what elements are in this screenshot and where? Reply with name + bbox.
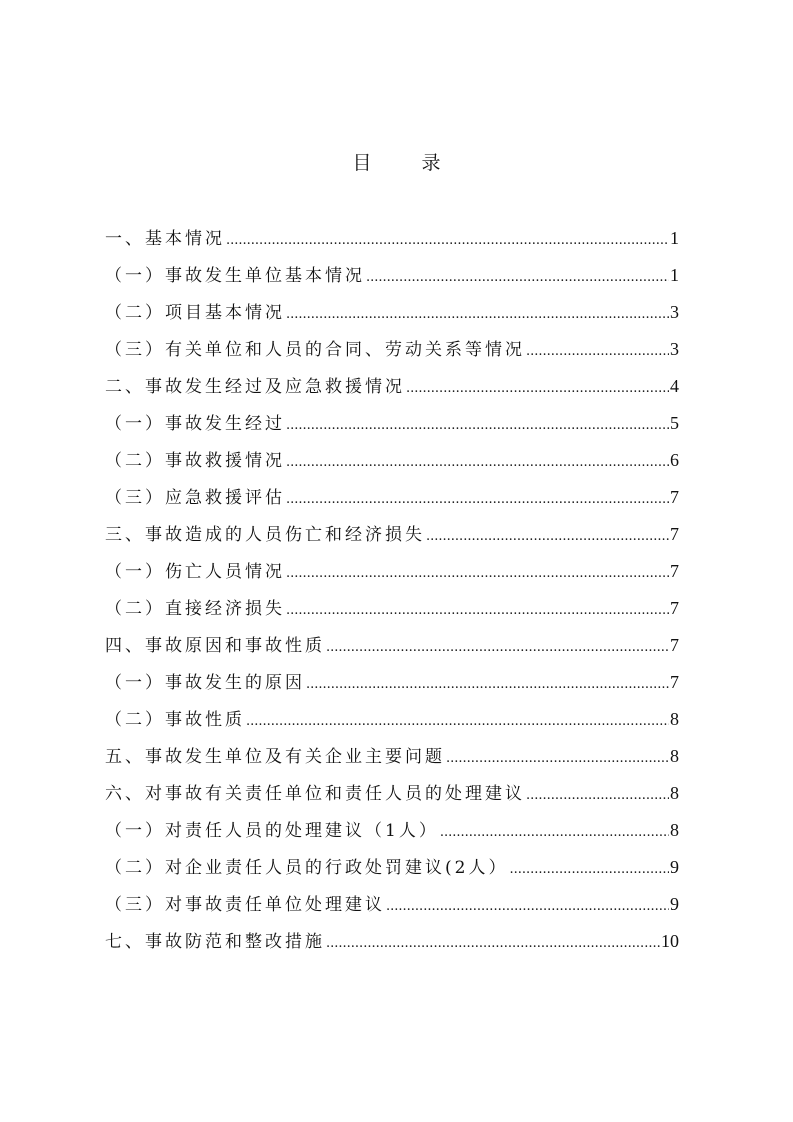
toc-entry[interactable]	[105, 485, 679, 522]
toc-entry-title: （一）伤亡人员情况	[105, 562, 285, 582]
toc-leader-dots	[286, 562, 669, 586]
toc-leader-dots	[509, 858, 669, 882]
toc-entry-title: （一）对责任人员的处理建议（1人）	[105, 821, 439, 841]
toc-entry[interactable]	[105, 596, 679, 633]
toc-entry-title: （三）有关单位和人员的合同、劳动关系等情况	[105, 340, 525, 360]
toc-entry-page-number: 5	[670, 413, 679, 433]
toc-entry[interactable]	[105, 411, 679, 448]
toc-entry[interactable]	[105, 300, 679, 337]
toc-entry-title: 一、基本情况	[105, 229, 225, 249]
toc-entry-page-number: 9	[670, 857, 679, 877]
toc-leader-dots	[286, 599, 669, 623]
toc-entry-page-number: 1	[670, 265, 679, 285]
toc-entry-title: （二）对企业责任人员的行政处罚建议(2人）	[105, 858, 509, 878]
toc-leader-dots	[226, 229, 669, 253]
toc-leader-dots	[286, 488, 669, 512]
toc-entry-title: （一）事故发生的原因	[105, 673, 305, 693]
toc-entry-page-number: 8	[670, 746, 679, 766]
toc-entry-page-number: 8	[670, 783, 679, 803]
toc-entry-page-number: 9	[670, 894, 679, 914]
toc-entry[interactable]	[105, 855, 679, 892]
toc-leader-dots	[366, 266, 669, 290]
toc-entry[interactable]	[105, 744, 679, 781]
toc-leader-dots	[426, 525, 669, 549]
toc-entry-page-number: 7	[670, 487, 679, 507]
toc-entry[interactable]	[105, 226, 679, 263]
toc-leader-dots	[286, 414, 669, 438]
toc-entry-page-number: 8	[670, 709, 679, 729]
toc-entry-title: （一）事故发生单位基本情况	[105, 266, 365, 286]
toc-entry-title: （二）直接经济损失	[105, 599, 285, 619]
toc-leader-dots	[526, 340, 669, 364]
toc-entry-title: 七、事故防范和整改措施	[105, 932, 325, 952]
toc-leader-dots	[326, 636, 669, 660]
toc-leader-dots	[286, 451, 669, 475]
toc-entry-page-number: 7	[670, 672, 679, 692]
toc-entry[interactable]	[105, 448, 679, 485]
toc-leader-dots	[306, 673, 669, 697]
toc-entry-page-number: 10	[661, 931, 679, 951]
toc-entry-page-number: 3	[670, 339, 679, 359]
toc-leader-dots	[246, 710, 669, 734]
toc-entry-title: 二、事故发生经过及应急救援情况	[105, 377, 405, 397]
toc-entry-page-number: 7	[670, 524, 679, 544]
toc-entry[interactable]	[105, 522, 679, 559]
toc-entry[interactable]	[105, 559, 679, 596]
toc-entry[interactable]	[105, 374, 679, 411]
toc-entry-title: 三、事故造成的人员伤亡和经济损失	[105, 525, 425, 545]
toc-entry-title: 六、对事故有关责任单位和责任人员的处理建议	[105, 784, 525, 804]
toc-entry[interactable]	[105, 670, 679, 707]
toc-leader-dots	[406, 377, 669, 401]
table-of-contents	[105, 226, 679, 966]
toc-entry-page-number: 1	[670, 228, 679, 248]
toc-leader-dots	[446, 747, 669, 771]
toc-entry[interactable]	[105, 337, 679, 374]
toc-entry-title: （二）项目基本情况	[105, 303, 285, 323]
toc-entry[interactable]	[105, 633, 679, 670]
toc-entry[interactable]	[105, 929, 679, 966]
toc-leader-dots	[386, 895, 669, 919]
toc-entry-page-number: 3	[670, 302, 679, 322]
toc-entry-title: （三）对事故责任单位处理建议	[105, 895, 385, 915]
toc-entry[interactable]	[105, 818, 679, 855]
toc-entry-title: （三）应急救援评估	[105, 488, 285, 508]
page-title: 目 录	[352, 152, 463, 174]
toc-entry-page-number: 7	[670, 561, 679, 581]
toc-entry[interactable]	[105, 781, 679, 818]
toc-leader-dots	[526, 784, 669, 808]
toc-entry-title: 五、事故发生单位及有关企业主要问题	[105, 747, 445, 767]
toc-entry-title: （二）事故救援情况	[105, 451, 285, 471]
toc-entry-page-number: 6	[670, 450, 679, 470]
toc-entry-title: （二）事故性质	[105, 710, 245, 730]
toc-entry-page-number: 8	[670, 820, 679, 840]
toc-leader-dots	[440, 821, 669, 845]
toc-entry-page-number: 7	[670, 635, 679, 655]
toc-entry[interactable]	[105, 892, 679, 929]
toc-entry-page-number: 7	[670, 598, 679, 618]
toc-entry[interactable]	[105, 263, 679, 300]
toc-entry-page-number: 4	[670, 376, 679, 396]
toc-entry-title: 四、事故原因和事故性质	[105, 636, 325, 656]
toc-leader-dots	[286, 303, 669, 327]
toc-entry-title: （一）事故发生经过	[105, 414, 285, 434]
toc-entry[interactable]	[105, 707, 679, 744]
toc-leader-dots	[326, 932, 660, 956]
